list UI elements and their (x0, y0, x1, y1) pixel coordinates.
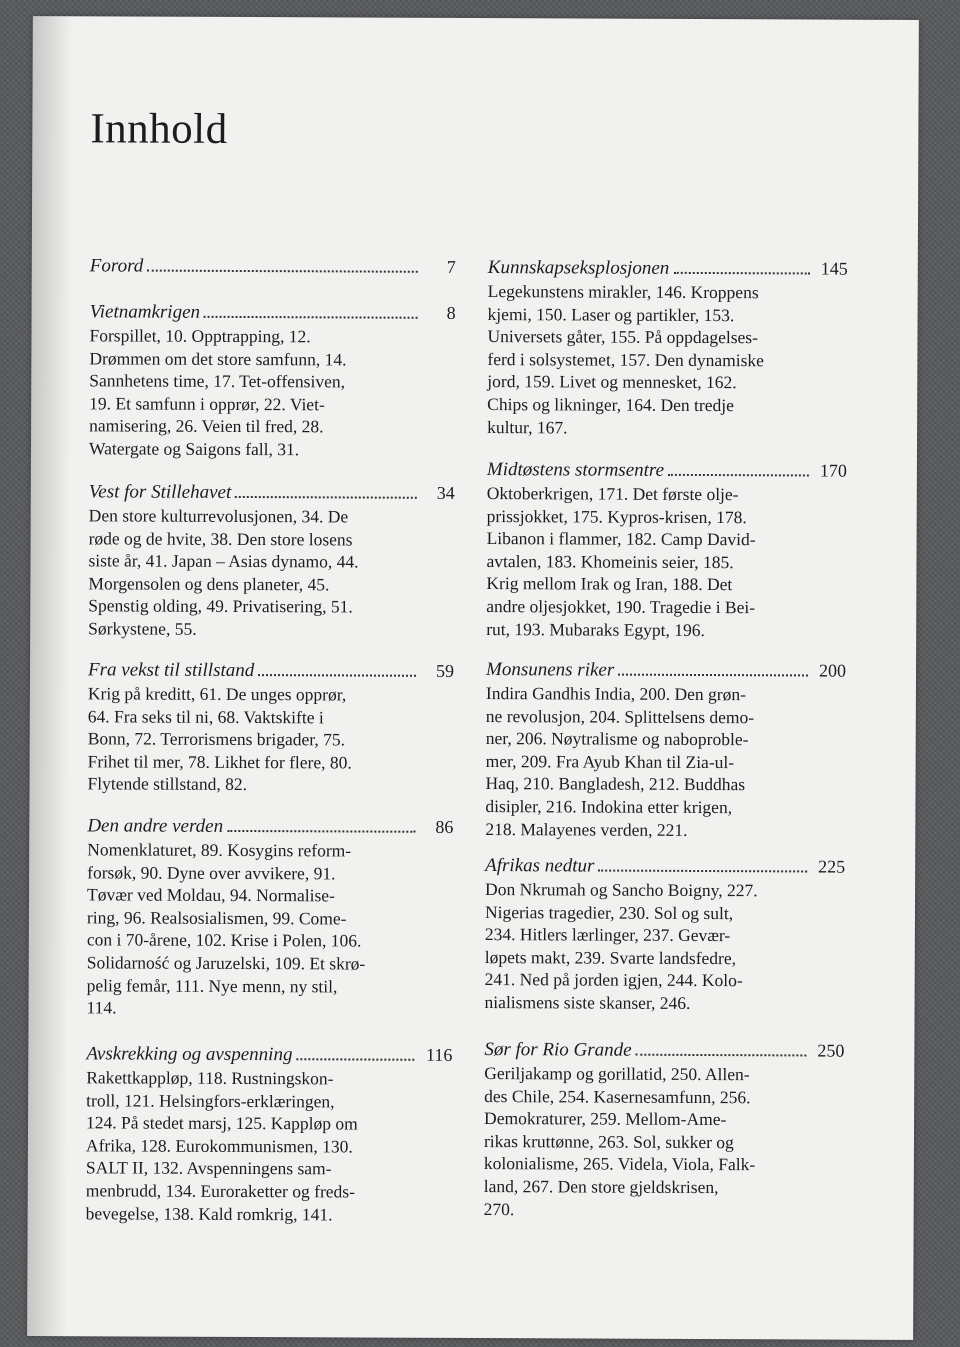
toc-entry-title: Forord (89, 255, 144, 277)
toc-column-left (85, 254, 456, 1224)
subsection-line: Watergate og Saigons fall, 31. (88, 438, 300, 460)
subsection-line: Geriljakamp og gorillatid, 250. Allen- (484, 1063, 750, 1085)
toc-entry-subsections (485, 878, 804, 1015)
subsection-line: Rakettkappløp, 118. Rustningskon- (86, 1067, 334, 1089)
subsection-line: mer, 209. Fra Ayub Khan til Zia-ul- (485, 750, 735, 772)
subsection-line: 19. Et samfunn i opprør, 22. Viet- (89, 393, 325, 415)
subsection-line: ne revolusjon, 204. Splittelsens demo- (485, 705, 755, 727)
subsection-line: Demokraturer, 259. Mellom-Ame- (484, 1108, 727, 1130)
toc-entry-page: 225 (818, 856, 846, 877)
subsection-line: 114. (86, 997, 117, 1018)
subsection-line: Universets gåter, 155. På oppdagelses- (487, 326, 759, 348)
subsection-line: bevegelse, 138. Kald romkrig, 141. (85, 1202, 333, 1224)
subsection-line: con i 70-årene, 102. Krise i Polen, 106. (86, 929, 362, 951)
dot-leader (618, 660, 808, 677)
toc-entry-heading (485, 854, 845, 879)
toc-entry-heading (90, 300, 456, 325)
toc-entry (87, 658, 454, 797)
dot-leader (598, 856, 807, 873)
toc-entry (487, 256, 848, 440)
subsection-line: Chips og likninger, 164. Den tredje (487, 394, 734, 416)
subsection-line: Morgensolen og dens planeter, 45. (88, 573, 330, 595)
subsection-line: Krig på kreditt, 61. De unges opprør, (87, 683, 347, 705)
toc-entry-page: 34 (436, 482, 455, 503)
toc-entry (485, 658, 846, 842)
subsection-line: jord, 159. Livet og mennesket, 162. (487, 371, 737, 393)
subsection-line: kjemi, 150. Laser og partikler, 153. (487, 303, 735, 325)
subsection-line: Sannhetens time, 17. Tet-offensiven, (89, 370, 346, 392)
toc-entry-title: Kunnskapseksplosjonen (487, 257, 670, 279)
dot-leader (668, 460, 809, 477)
toc-entry-heading (90, 254, 456, 279)
dot-leader (204, 302, 418, 319)
dot-leader (227, 816, 415, 833)
subsection-line: siste år, 41. Japan – Asias dynamo, 44. (88, 550, 359, 572)
dot-leader (147, 256, 418, 273)
toc-entry-heading (88, 658, 454, 683)
toc-entry-page: 59 (435, 660, 455, 681)
toc-entry-title: Afrikas nedtur (485, 855, 595, 877)
toc-entry-subsections (86, 1066, 405, 1226)
toc-entry (86, 1042, 453, 1226)
toc-entry-subsections (487, 280, 806, 440)
subsection-line: ring, 96. Realsosialismen, 99. Come- (86, 907, 347, 929)
subsection-line: Frihet til mer, 78. Likhet for flere, 80. (87, 751, 352, 773)
toc-entry-subsections (87, 838, 406, 1020)
toc-entry-title: Vietnamkrigen (89, 301, 201, 323)
toc-entry-subsections (486, 482, 805, 642)
toc-column-right (483, 256, 848, 1219)
toc-entry-subsections (485, 682, 804, 842)
subsection-line: disipler, 216. Indokina etter krigen, (485, 796, 733, 818)
subsection-line: Indira Gandhis India, 200. Den grøn- (485, 683, 746, 705)
toc-entry-page: 250 (817, 1040, 845, 1061)
dot-leader (636, 1040, 807, 1057)
toc-entry-page: 7 (446, 256, 456, 277)
subsection-line: Haq, 210. Bangladesh, 212. Buddhas (485, 773, 746, 795)
subsection-line: ner, 206. Nøytralisme og naboproble- (485, 728, 749, 750)
book-page (27, 16, 919, 1340)
subsection-line: namisering, 26. Veien til fred, 28. (89, 415, 324, 437)
toc-entry-page: 86 (435, 816, 454, 837)
toc-entry (87, 814, 454, 1020)
subsection-line: Flytende stillstand, 82. (87, 773, 248, 795)
toc-entry-heading (87, 814, 453, 839)
toc-entry-page: 116 (425, 1044, 453, 1065)
toc-entry-page: 145 (820, 258, 848, 279)
subsection-line: 270. (483, 1198, 515, 1219)
subsection-line: løpets makt, 239. Svarte landsfedre, (484, 946, 737, 968)
subsection-line: 64. Fra seks til ni, 68. Vaktskifte i (87, 705, 324, 727)
subsection-line: Nomenklaturet, 89. Kosygins reform- (87, 839, 352, 861)
subsection-line: Tøvær ved Moldau, 94. Normalise- (87, 884, 335, 906)
subsection-line: ferd i solsystemet, 157. Den dynamiske (487, 348, 764, 371)
subsection-line: Libanon i flammer, 182. Camp David- (486, 528, 756, 550)
subsection-line: Afrika, 128. Eurokommunismen, 130. (85, 1135, 353, 1157)
dot-leader (235, 482, 417, 499)
toc-entry-title: Fra vekst til stillstand (87, 659, 255, 682)
subsection-line: rut, 193. Mubaraks Egypt, 196. (486, 618, 705, 640)
subsection-line: Spenstig olding, 49. Privatisering, 51. (88, 595, 353, 617)
subsection-line: Don Nkrumah og Sancho Boigny, 227. (485, 879, 758, 901)
subsection-line: prissjokket, 175. Kypros-krisen, 178. (486, 505, 747, 527)
page-title: Innhold (90, 105, 228, 153)
page-gutter-shadow (27, 16, 73, 1336)
subsection-line: avtalen, 183. Khomeinis seier, 185. (486, 550, 734, 572)
toc-entry-heading (484, 1038, 844, 1063)
subsection-line: Bonn, 72. Terrorismens brigader, 75. (87, 728, 346, 750)
toc-entry (486, 458, 847, 642)
subsection-line: røde og de hvite, 38. Den store losens (88, 527, 353, 550)
toc-entry (88, 480, 455, 641)
subsection-line: Nigerias tragedier, 230. Sol og sult, (484, 901, 734, 923)
toc-entry-page: 200 (818, 660, 847, 681)
subsection-line: land, 267. Den store gjeldskrisen, (483, 1176, 719, 1198)
toc-entry-heading (487, 458, 847, 483)
subsection-line: Legekunstens mirakler, 146. Kroppens (487, 281, 759, 303)
subsection-line: troll, 121. Helsingfors-erklæringen, (86, 1089, 335, 1111)
subsection-line: forsøk, 90. Dyne over avvikere, 91. (87, 861, 336, 883)
subsection-line: SALT II, 132. Avspenningens sam- (85, 1157, 332, 1179)
subsection-line: 124. På stedet marsj, 125. Kappløp om (86, 1112, 358, 1134)
subsection-line: Drømmen om det store samfunn, 14. (89, 347, 347, 370)
toc-entry (90, 254, 456, 279)
dot-leader (673, 258, 810, 275)
toc-entry-heading (86, 1042, 452, 1067)
toc-entry (484, 1038, 845, 1222)
subsection-line: pelig femår, 111. Nye menn, ny stil, (86, 974, 338, 996)
toc-entry-subsections (87, 682, 405, 796)
toc-entry-subsections (89, 324, 408, 461)
subsection-line: Sørkystene, 55. (88, 618, 197, 639)
toc-entry (89, 300, 456, 461)
toc-entry-page: 8 (446, 302, 456, 323)
subsection-line: Den store kulturrevolusjonen, 34. De (88, 505, 349, 527)
subsection-line: kolonialisme, 265. Videla, Viola, Falk- (483, 1153, 756, 1175)
toc-entry-subsections (484, 1062, 803, 1222)
subsection-line: des Chile, 254. Kasernesamfunn, 256. (484, 1085, 751, 1107)
toc-entry-title: Den andre verden (87, 815, 224, 837)
dot-leader (296, 1044, 414, 1061)
toc-entry-heading (89, 480, 455, 505)
toc-entry-page: 170 (819, 460, 847, 481)
dot-leader (258, 660, 416, 677)
toc-entry-title: Avskrekking og avspenning (86, 1043, 293, 1066)
subsection-line: rikas kruttønne, 263. Sol, sukker og (483, 1130, 734, 1152)
subsection-line: Krig mellom Irak og Iran, 188. Det (486, 573, 733, 595)
subsection-line: Solidarność og Jaruzelski, 109. Et skrø- (86, 952, 366, 974)
toc-entry-heading (486, 658, 846, 683)
toc-entry-title: Midtøstens stormsentre (486, 459, 665, 481)
subsection-line: andre oljesjokket, 190. Tragedie i Bei- (486, 596, 756, 618)
toc-entry-title: Vest for Stillehavet (88, 481, 232, 503)
subsection-line: nialismens siste skanser, 246. (484, 992, 691, 1013)
toc-entry-title: Sør for Rio Grande (484, 1039, 632, 1061)
subsection-line: 234. Hitlers lærlinger, 237. Gevær- (484, 924, 731, 946)
subsection-line: 241. Ned på jorden igjen, 244. Kolo- (484, 969, 743, 991)
subsection-line: kultur, 167. (487, 416, 568, 437)
toc-entry-subsections (88, 504, 407, 641)
subsection-line: Forspillet, 10. Opptrapping, 12. (89, 325, 311, 347)
subsection-line: Oktoberkrigen, 171. Det første olje- (486, 483, 739, 505)
subsection-line: 218. Malayenes verden, 221. (485, 818, 688, 840)
toc-entry-title: Monsunens riker (485, 659, 615, 681)
subsection-line: menbrudd, 134. Euroraketter og freds- (85, 1180, 356, 1202)
toc-entry-heading (488, 256, 848, 281)
toc-entry (485, 854, 846, 1015)
